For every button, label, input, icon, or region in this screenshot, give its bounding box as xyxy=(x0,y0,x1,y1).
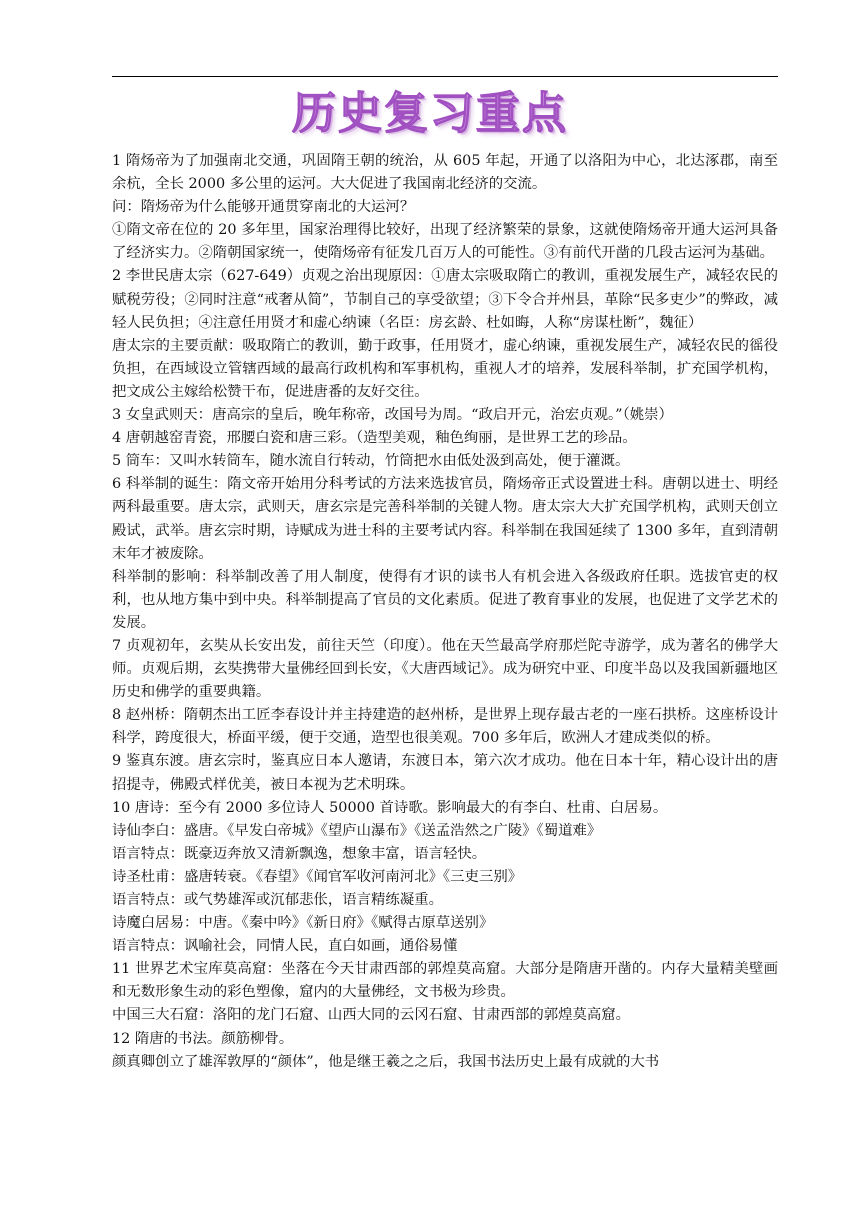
header-rule xyxy=(112,76,778,77)
paragraph: 诗圣杜甫：盛唐转衰。《春望》《闻官军收河南河北》《三吏三别》 xyxy=(112,868,523,885)
paragraph: 中国三大石窟：洛阳的龙门石窟、山西大同的云冈石窟、甘肃西部的郭煌莫高窟。 xyxy=(112,1007,631,1024)
paragraph: 科举制的影响：科举制改善了用人制度，使得有才识的读书人有机会进入各级政府任职。选拔官吏的权利，也从地方集中到中央。科举制提高了官员的文化素质。促进了教育事业的发展，也促进了文学艺术的发展。 xyxy=(112,568,778,631)
paragraph: 诗魔白居易：中唐。《秦中吟》《新日府》《赋得古原草送别》 xyxy=(112,915,494,932)
paragraph: 8 赵州桥：隋朝杰出工匠李春设计并主持建造的赵州桥，是世界上现存最古老的一座石拱桥。这座桥设计科学，跨度很大，桥面平缓，便于交通，造型也很美观。700 多年后，欧洲人才建成类似的桥。 xyxy=(112,707,778,747)
paragraph: 4 唐朝越窑青瓷，邢腰白瓷和唐三彩。（造型美观，釉色绚丽，是世界工艺的珍品。 xyxy=(112,430,637,447)
paragraph: 唐太宗的主要贡献：吸取隋亡的教训，勤于政事，任用贤才，虚心纳谏，重视发展生产，减轻农民的徭役负担，在西域设立管辖西域的最高行政机构和军事机构，重视人才的培养，发展科举制，扩充国学机构，把文成公主嫁给松赞干布，促进唐番的友好交往。 xyxy=(112,337,778,400)
paragraph: 语言特点：讽喻社会，同情人民，直白如画，通俗易懂 xyxy=(112,938,458,955)
paragraph: 颜真卿创立了雄浑敦厚的“颜体”，他是继王羲之之后，我国书法历史上最有成就的大书 xyxy=(112,1053,660,1070)
paragraph: 6 科举制的诞生：隋文帝开始用分科考试的方法来选拔官员，隋炀帝正式设置进士科。唐朝以进士、明经两科最重要。唐太宗，武则天，唐玄宗是完善科举制的关键人物。唐太宗大大扩充国学机构，武则天创立殿试，武举。唐玄宗时期，诗赋成为进士科的主要考试内容。科举制在我国延续了 1300 多年，直到清朝末年才被废除。 xyxy=(112,476,778,562)
paragraph: 2 李世民唐太宗（627-649）贞观之治出现原因：①唐太宗吸取隋亡的教训，重视发展生产，减轻农民的赋税劳役；②同时注意“戒奢从简”，节制自己的享受欲望；③下令合并州县，革除“民多吏少”的弊政，减轻人民负担；④注意任用贤才和虚心纳谏（名臣：房玄龄、杜如晦，人称“房谋杜断”，魏征） xyxy=(112,268,778,331)
paragraph: 11 世界艺术宝库莫高窟：坐落在今天甘肃西部的郭煌莫高窟。大部分是隋唐开凿的。内存大量精美壁画和无数形象生动的彩色塑像，窟内的大量佛经，文书极为珍贵。 xyxy=(112,961,778,1001)
paragraph: 语言特点：或气势雄浑或沉郁悲伥，语言精练凝重。 xyxy=(112,892,443,908)
paragraph: 诗仙李白：盛唐。《早发白帝城》《望庐山瀑布》《送孟浩然之广陵》《蜀道难》 xyxy=(112,822,602,839)
document-body xyxy=(112,150,778,1074)
paragraph: 9 鉴真东渡。唐玄宗时，鉴真应日本人邀请，东渡日本，第六次才成功。他在日本十年，精心设计出的唐招提寺，佛殿式样优美，被日本视为艺术明珠。 xyxy=(112,753,778,793)
paragraph: 12 隋唐的书法。颜筋柳骨。 xyxy=(112,1030,294,1047)
paragraph: 问：隋炀帝为什么能够开通贯穿南北的大运河？ xyxy=(112,199,415,216)
paragraph: 1 隋炀帝为了加强南北交通，巩固隋王朝的统治，从 605 年起，开通了以洛阳为中心，北达涿郡，南至余杭，全长 2000 多公里的运河。大大促进了我国南北经济的交流。 xyxy=(112,153,778,193)
paragraph: 5 筒车：又叫水转筒车，随水流自行转动，竹筒把水由低处汲到高处，便于灌溉。 xyxy=(112,453,630,470)
title-block xyxy=(0,84,860,144)
paragraph: 语言特点：既豪迈奔放又清新飘逸，想象丰富，语言轻快。 xyxy=(112,845,487,862)
paragraph: 10 唐诗：至今有 2000 多位诗人 50000 首诗歌。影响最大的有李白、杜甫、白居易。 xyxy=(112,799,668,816)
paragraph: 3 女皇武则天：唐高宗的皇后，晚年称帝，改国号为周。“政启开元，治宏贞观。”（姚崇） xyxy=(112,407,673,424)
paragraph: 7 贞观初年，玄奘从长安出发，前往天竺（印度）。他在天竺最高学府那烂陀寺游学，成为著名的佛学大师。贞观后期，玄奘携带大量佛经回到长安，《大唐西域记》。成为研究中亚、印度半岛以及我国新疆地区历史和佛学的重要典籍。 xyxy=(112,637,778,701)
document-title: 历史复习重点 xyxy=(292,84,568,144)
paragraph: ①隋文帝在位的 20 多年里，国家治理得比较好，出现了经济繁荣的景象，这就使隋炀帝开通大运河具备了经济实力。②隋朝国家统一，使隋炀帝有征发几百万人的可能性。③有前代开凿的几段古运河为基础。 xyxy=(112,222,778,262)
